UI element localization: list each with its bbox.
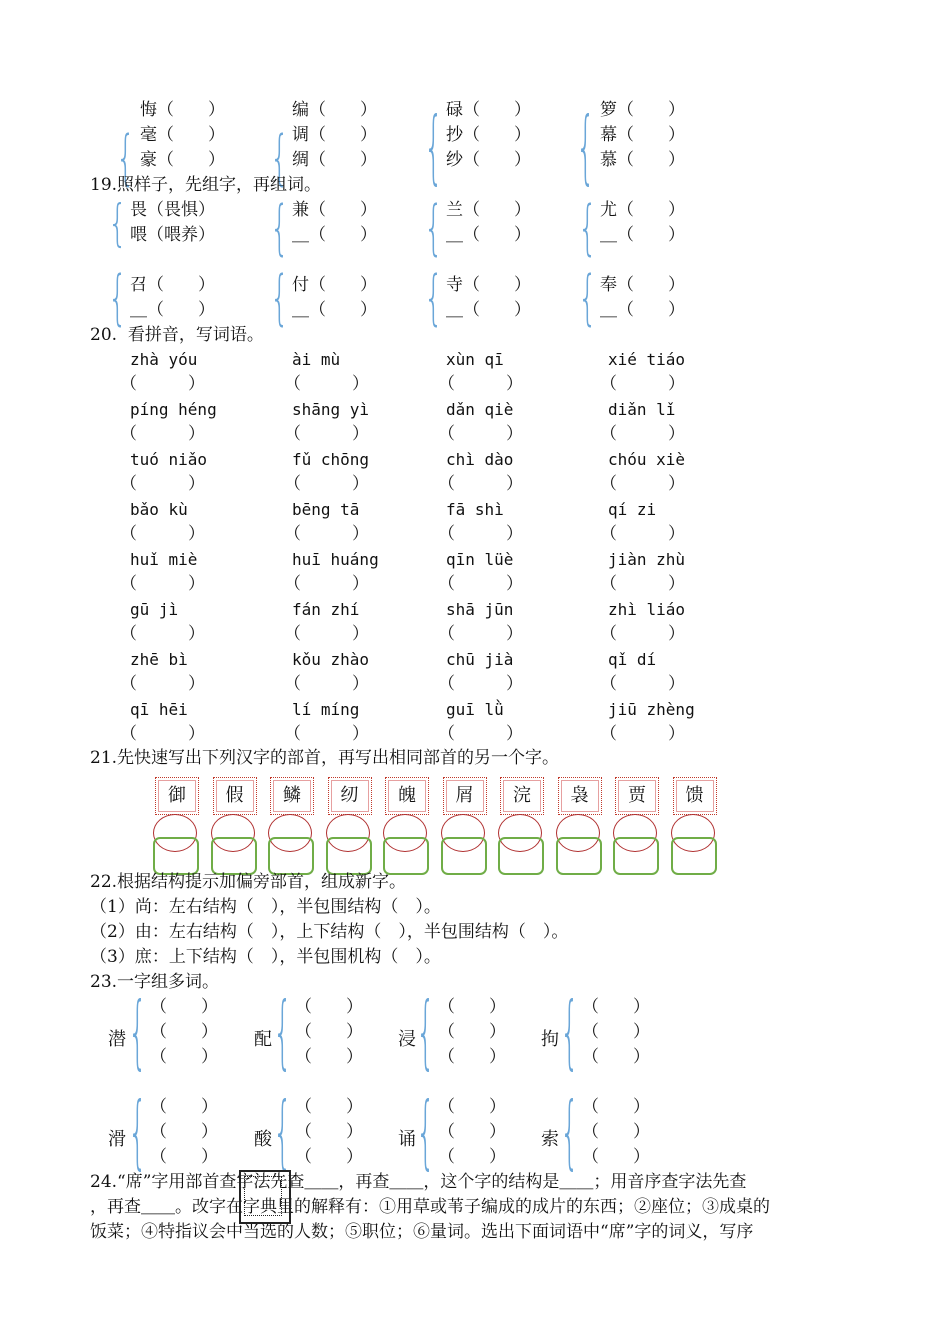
pinyin-text: bēng tā: [292, 500, 360, 519]
pinyin-text: qīn lüè: [446, 550, 514, 569]
answer-blank: （ ）: [284, 724, 369, 744]
compose-item: 奉（ ）: [600, 275, 685, 295]
compose-item: ＿（ ）: [130, 300, 215, 320]
compose-item: 兰（ ）: [446, 200, 531, 220]
brace-icon: {: [578, 194, 598, 264]
pinyin-text: ài mù: [292, 350, 341, 369]
word-blank: （ ）: [438, 1022, 506, 1042]
word-blank: （ ）: [582, 1147, 650, 1167]
answer-box[interactable]: [441, 837, 487, 875]
compose-item: ＿（ ）: [292, 300, 377, 320]
compose-item: 召（ ）: [130, 275, 215, 295]
pinyin-text: tuó niǎo: [130, 450, 208, 469]
answer-box[interactable]: [613, 837, 659, 875]
brace-icon: {: [108, 264, 128, 334]
pinyin-text: bǎo kù: [130, 500, 188, 519]
head-character: 索: [541, 1129, 559, 1150]
brace-icon: {: [578, 264, 598, 334]
pinyin-text: dǎn qiè: [446, 400, 514, 419]
character-box: 馈: [673, 777, 717, 815]
answer-blank: （ ）: [600, 624, 685, 644]
answer-blank: （ ）: [284, 524, 369, 544]
pinyin-text: xùn qī: [446, 350, 504, 369]
answer-blank: （ ）: [600, 424, 685, 444]
word-blank: （ ）: [150, 1022, 218, 1042]
pinyin-text: píng héng: [130, 400, 217, 419]
answer-blank: （ ）: [284, 574, 369, 594]
brace-icon: {: [416, 986, 436, 1081]
answer-box[interactable]: [556, 837, 602, 875]
compose-item: ＿（ ）: [446, 225, 531, 245]
character-box: 贾: [615, 777, 659, 815]
char-blank: 箩（ ）: [600, 100, 685, 120]
compose-item: ＿（ ）: [292, 225, 377, 245]
pinyin-text: huǐ miè: [130, 550, 198, 569]
character-box: 屑: [443, 777, 487, 815]
word-blank: （ ）: [295, 1147, 363, 1167]
head-character: 滑: [108, 1129, 126, 1150]
word-blank: （ ）: [150, 997, 218, 1017]
compose-item: 畏（畏惧）: [130, 200, 215, 220]
answer-blank: （ ）: [600, 374, 685, 394]
word-blank: （ ）: [295, 997, 363, 1017]
answer-blank: （ ）: [284, 474, 369, 494]
pinyin-text: huī huáng: [292, 550, 379, 569]
answer-blank: （ ）: [438, 724, 523, 744]
word-blank: （ ）: [438, 1097, 506, 1117]
answer-box[interactable]: [383, 837, 429, 875]
answer-blank: （ ）: [120, 474, 205, 494]
pinyin-text: gū jì: [130, 600, 179, 619]
answer-blank: （ ）: [438, 474, 523, 494]
compose-item: ＿（ ）: [446, 300, 531, 320]
word-blank: （ ）: [582, 1047, 650, 1067]
answer-blank: （ ）: [120, 424, 205, 444]
head-character: 配: [254, 1029, 272, 1050]
compose-item: 兼（ ）: [292, 200, 377, 220]
overlay-square-dotted: [244, 1176, 282, 1216]
brace-icon: {: [128, 986, 148, 1081]
head-character: 诵: [398, 1129, 416, 1150]
word-blank: （ ）: [150, 1097, 218, 1117]
section-19-title: 19.照样子，先组字，再组词。: [90, 175, 322, 195]
compose-item: 喂（喂养）: [130, 225, 215, 245]
answer-blank: （ ）: [284, 424, 369, 444]
brace-icon: {: [424, 264, 444, 334]
word-blank: （ ）: [582, 1122, 650, 1142]
answer-blank: （ ）: [600, 474, 685, 494]
answer-box[interactable]: [326, 837, 372, 875]
compose-item: ＿（ ）: [600, 300, 685, 320]
char-blank: 毫（ ）: [140, 125, 225, 145]
pinyin-text: shāng yì: [292, 400, 370, 419]
brace-icon: {: [270, 124, 290, 194]
answer-blank: （ ）: [600, 724, 685, 744]
char-blank: 豪（ ）: [140, 150, 225, 170]
pinyin-text: guī lǜ: [446, 700, 504, 719]
brace-icon: {: [416, 1086, 436, 1181]
character-box: 袅: [558, 777, 602, 815]
answer-box[interactable]: [671, 837, 717, 875]
answer-blank: （ ）: [600, 674, 685, 694]
section-23-title: 23.一字组多词。: [90, 972, 220, 992]
pinyin-text: chóu xiè: [608, 450, 686, 469]
word-blank: （ ）: [295, 1022, 363, 1042]
brace-icon: {: [424, 101, 444, 196]
pinyin-text: qī hēi: [130, 700, 188, 719]
brace-icon: {: [273, 1086, 293, 1181]
answer-blank: （ ）: [120, 374, 205, 394]
section-22-line-3: （3）庶：上下结构（ ），半包围机构（ ）。: [90, 947, 441, 967]
section-24-line-3: 饭菜；④特指议会中当选的人数；⑤职位；⑥量词。选出下面词语中“席”字的词义，写序: [90, 1222, 754, 1242]
character-box: 纫: [328, 777, 372, 815]
answer-box[interactable]: [211, 837, 257, 875]
word-blank: （ ）: [438, 1122, 506, 1142]
brace-icon: {: [576, 101, 596, 196]
word-blank: （ ）: [150, 1147, 218, 1167]
answer-blank: （ ）: [438, 624, 523, 644]
char-blank: 幕（ ）: [600, 125, 685, 145]
word-blank: （ ）: [150, 1122, 218, 1142]
answer-blank: （ ）: [120, 524, 205, 544]
word-blank: （ ）: [295, 1097, 363, 1117]
pinyin-text: fǔ chōng: [292, 450, 370, 469]
brace-icon: {: [424, 194, 444, 264]
head-character: 浸: [398, 1029, 416, 1050]
char-blank: 碌（ ）: [446, 100, 531, 120]
pinyin-text: qí zi: [608, 500, 657, 519]
section-22-line-2: （2）由：左右结构（ ），上下结构（ ），半包围结构（ ）。: [90, 922, 569, 942]
word-blank: （ ）: [582, 1022, 650, 1042]
char-blank: 纱（ ）: [446, 150, 531, 170]
answer-blank: （ ）: [438, 374, 523, 394]
brace-icon: {: [108, 194, 128, 254]
char-blank: 绸（ ）: [292, 150, 377, 170]
word-blank: （ ）: [438, 1047, 506, 1067]
answer-blank: （ ）: [438, 574, 523, 594]
head-character: 酸: [254, 1129, 272, 1150]
char-blank: 慕（ ）: [600, 150, 685, 170]
word-blank: （ ）: [295, 1047, 363, 1067]
answer-blank: （ ）: [284, 374, 369, 394]
section-22-title: 22.根据结构提示加偏旁部首，组成新字。: [90, 872, 407, 892]
answer-blank: （ ）: [438, 424, 523, 444]
answer-blank: （ ）: [284, 624, 369, 644]
pinyin-text: fā shì: [446, 500, 504, 519]
brace-icon: {: [128, 1086, 148, 1181]
brace-icon: {: [116, 124, 136, 194]
character-box: 魄: [385, 777, 429, 815]
pinyin-text: shā jūn: [446, 600, 514, 619]
answer-blank: （ ）: [438, 524, 523, 544]
answer-blank: （ ）: [600, 574, 685, 594]
word-blank: （ ）: [438, 997, 506, 1017]
head-character: 拘: [541, 1029, 559, 1050]
word-blank: （ ）: [295, 1122, 363, 1142]
word-blank: （ ）: [438, 1147, 506, 1167]
char-blank: 悔（ ）: [140, 100, 225, 120]
char-blank: 编（ ）: [292, 100, 377, 120]
compose-item: 尤（ ）: [600, 200, 685, 220]
pinyin-text: chì dào: [446, 450, 514, 469]
answer-box[interactable]: [268, 837, 314, 875]
brace-icon: {: [270, 264, 290, 334]
brace-icon: {: [273, 986, 293, 1081]
answer-blank: （ ）: [120, 724, 205, 744]
pinyin-text: chū jià: [446, 650, 514, 669]
brace-icon: {: [270, 194, 290, 264]
section-24-line-2: ，再查＿＿。改字在字典里的解释有：①用草或苇子编成的成片的东西；②座位；③成桌的: [90, 1197, 770, 1217]
character-box: 假: [213, 777, 257, 815]
pinyin-text: zhì liáo: [608, 600, 686, 619]
brace-icon: {: [560, 986, 580, 1081]
head-character: 潜: [108, 1029, 126, 1050]
pinyin-text: xié tiáo: [608, 350, 686, 369]
char-blank: 抄（ ）: [446, 125, 531, 145]
pinyin-text: diǎn lǐ: [608, 400, 676, 419]
word-blank: （ ）: [582, 997, 650, 1017]
pinyin-text: lí míng: [292, 700, 360, 719]
char-blank: 调（ ）: [292, 125, 377, 145]
section-24-line-1: 24.“席”字用部首查字法先查＿＿，再查＿＿，这个字的结构是＿＿；用音序查字法先查: [90, 1172, 747, 1192]
answer-blank: （ ）: [120, 674, 205, 694]
word-blank: （ ）: [150, 1047, 218, 1067]
pinyin-text: kǒu zhào: [292, 650, 370, 669]
compose-item: 付（ ）: [292, 275, 377, 295]
pinyin-text: zhà yóu: [130, 350, 198, 369]
section-21-title: 21.先快速写出下列汉字的部首，再写出相同部首的另一个字。: [90, 748, 560, 768]
answer-blank: （ ）: [284, 674, 369, 694]
character-box: 鳞: [270, 777, 314, 815]
answer-blank: （ ）: [438, 674, 523, 694]
answer-blank: （ ）: [120, 624, 205, 644]
brace-icon: {: [560, 1086, 580, 1181]
answer-blank: （ ）: [120, 574, 205, 594]
pinyin-text: jiàn zhù: [608, 550, 686, 569]
answer-box[interactable]: [153, 837, 199, 875]
section-22-line-1: （1）尚：左右结构（ ），半包围结构（ ）。: [90, 897, 441, 917]
word-blank: （ ）: [582, 1097, 650, 1117]
pinyin-text: fán zhí: [292, 600, 360, 619]
pinyin-text: jiū zhèng: [608, 700, 695, 719]
section-20-title: 20. 看拼音，写词语。: [90, 325, 264, 345]
character-box: 御: [155, 777, 199, 815]
answer-blank: （ ）: [600, 524, 685, 544]
pinyin-text: zhē bì: [130, 650, 188, 669]
character-box: 浣: [500, 777, 544, 815]
compose-item: 寺（ ）: [446, 275, 531, 295]
compose-item: ＿（ ）: [600, 225, 685, 245]
answer-box[interactable]: [498, 837, 544, 875]
pinyin-text: qǐ dí: [608, 650, 657, 669]
